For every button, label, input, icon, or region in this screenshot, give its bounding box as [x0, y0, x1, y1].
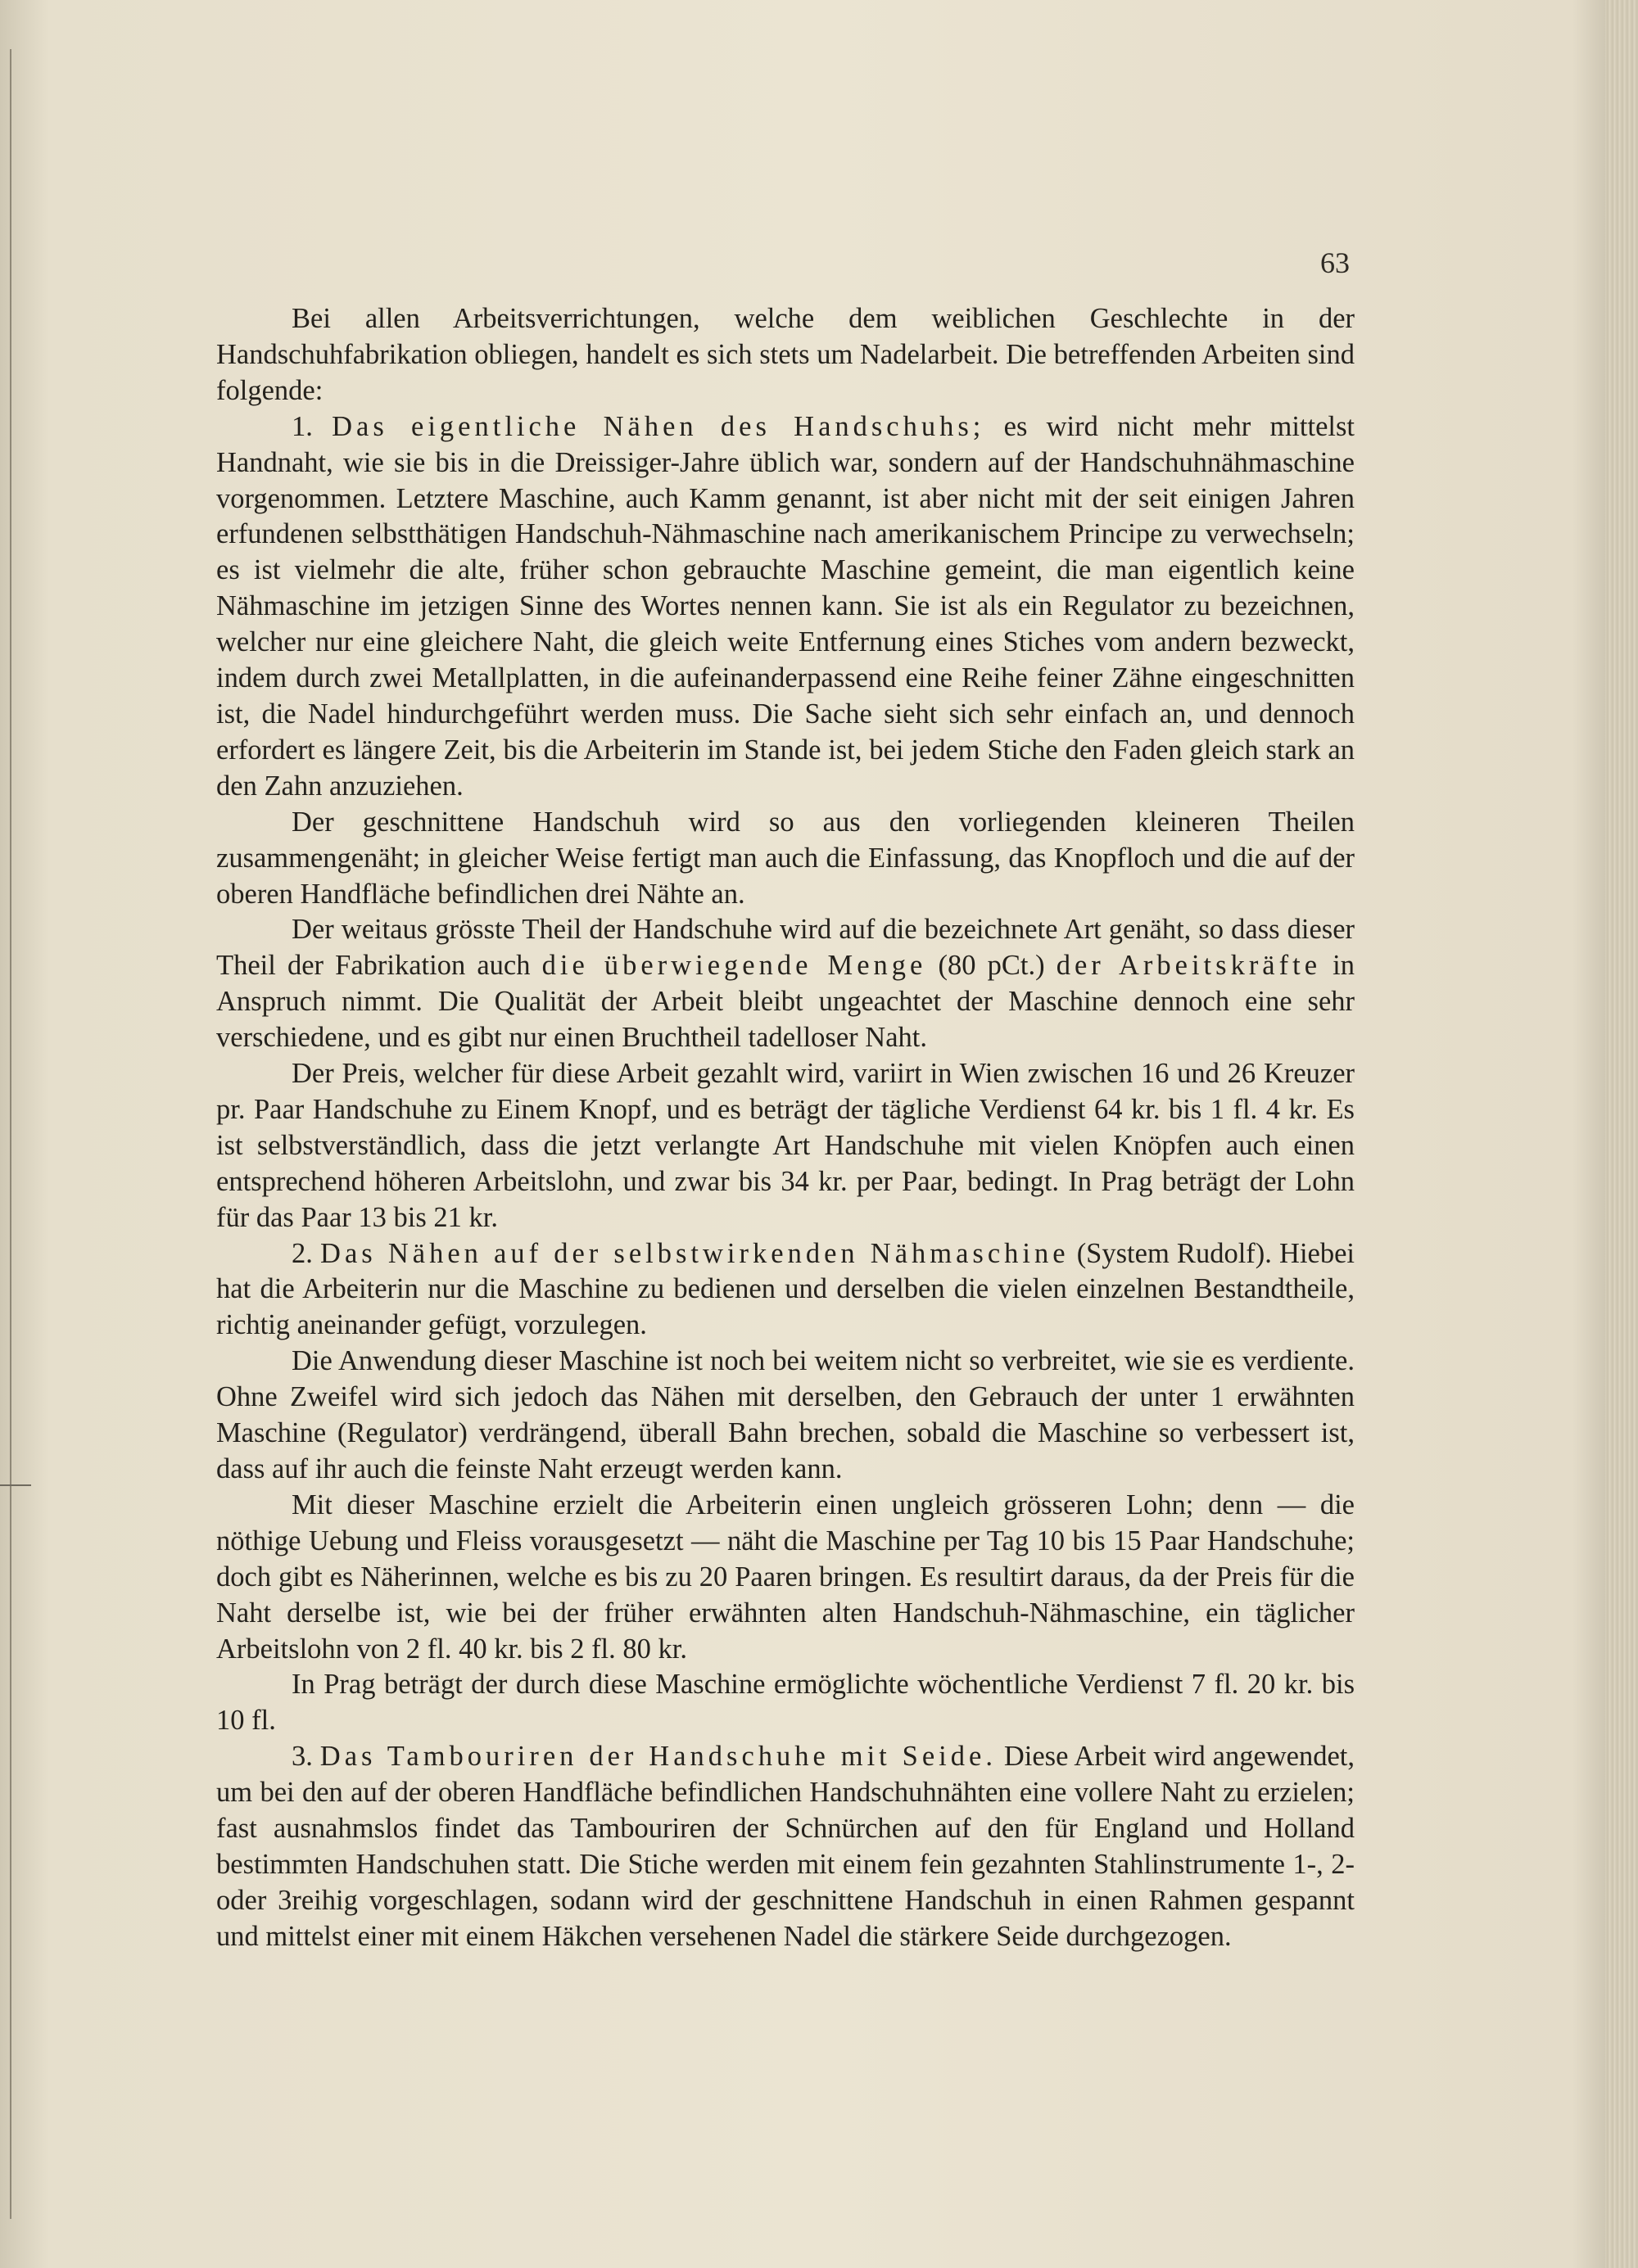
binding-shadow-line: [10, 49, 11, 2219]
emphasized-phrase: die überwiegende Menge: [541, 950, 927, 982]
book-page-edges: [1605, 0, 1638, 2268]
gutter-tick-mark: [0, 1484, 31, 1486]
paragraph-item-3: 3. Das Tambouriren der Handschuhe mit Seide. Diese Arbeit wird angewendet, um bei den auf der oberen Handfläche befindlichen Handschuhnähten eine vollere Naht zu erzielen; fast ausnahmslos findet das Tambouriren der Schnürchen auf den für England und Holland bestimmten Handschuhen statt. Die Stiche werden mit einem fein gezahnten Stahlinstrumente 1-, 2- oder 3reihig vorgeschlagen, sodann wird der geschnittene Handschuh in einen Rahmen gespannt und mittelst einer mit einem Häkchen versehenen Nadel die stärkere Seide durchgezogen.: [216, 1741, 1355, 1952]
paragraph: Der Preis, welcher für diese Arbeit gezahlt wird, variirt in Wien zwischen 16 und 26 Kreuzer pr. Paar Handschuhe zu Einem Knopf, und es beträgt der tägliche Verdienst 64 kr. bis 1 fl. 4 kr. Es ist selbstverständlich, dass die jetzt verlangte Art Handschuhe mit vielen Knöpfen auch einen entsprechend höheren Arbeitslohn, und zwar bis 34 kr. per Paar, bedingt. In Prag beträgt der Lohn für das Paar 13 bis 21 kr.: [216, 1058, 1355, 1233]
paragraph-item-1: 1. Das eigentliche Nähen des Handschuhs; es wird nicht mehr mittelst Handnaht, wie sie bis in die Dreissiger-Jahre üblich war, sondern auf der Handschuhnähmaschine vorgenommen. Letztere Maschine, auch Kamm genannt, ist aber nicht mit der seit einigen Jahren erfundenen selbstthätigen Handschuh-Nähmaschine nach amerikanischem Principe zu verwechseln; es ist vielmehr die alte, früher schon gebrauchte Maschine gemeint, die man eigentlich keine Nähmaschine im jetzigen Sinne des Wortes nennen kann. Sie ist als ein Regulator zu bezeichnen, welcher nur eine gleichere Naht, die gleich weite Entfernung eines Stiches vom andern bezweckt, indem durch zwei Metallplatten, in die aufeinanderpassend eine Reihe feiner Zähne eingeschnitten ist, die Nadel hindurchgeführt werden muss. Die Sache sieht sich sehr einfach an, und dennoch erfordert es längere Zeit, bis die Arbeiterin im Stande ist, bei jedem Stiche den Faden gleich stark an den Zahn anzuziehen.: [216, 410, 1355, 802]
paragraph: Die Anwendung dieser Maschine ist noch bei weitem nicht so verbreitet, wie sie es verdiente. Ohne Zweifel wird sich jedoch das Nähen mit derselben, den Gebrauch der unter 1 erwähnten Maschine (Regulator) verdrängend, überall Bahn brechen, sobald die Maschine so verbessert ist, dass auf ihr auch die feinste Naht erzeugt werden kann.: [216, 1345, 1355, 1484]
body-text: [216, 301, 1355, 1955]
paragraph-item-2: 2. Das Nähen auf der selbstwirkenden Nähmaschine (System Rudolf). Hiebei hat die Arbeiterin nur die Maschine zu bedienen und derselben die vielen einzelnen Bestandtheile, richtig aneinander gefügt, vorzulegen.: [216, 1237, 1355, 1341]
emphasized-heading: Das Tambouriren der Handschuhe mit Seide.: [319, 1741, 997, 1773]
paragraph: In Prag beträgt der durch diese Maschine ermöglichte wöchentliche Verdienst 7 fl. 20 kr. bis 10 fl.: [216, 1669, 1355, 1737]
paragraph-intro: Bei allen Arbeitsverrichtungen, welche dem weiblichen Geschlechte in der Handschuhfabrikation obliegen, handelt es sich stets um Nadelarbeit. Die betreffenden Arbeiten sind folgende:: [216, 303, 1355, 406]
emphasized-heading: Das Nähen auf der selbstwirkenden Nähmaschine: [320, 1237, 1070, 1269]
emphasized-phrase: der Arbeitskräfte: [1056, 950, 1322, 982]
paragraph: Der geschnittene Handschuh wird so aus den vorliegenden kleineren Theilen zusammengenäht; in gleicher Weise fertigt man auch die Einfassung, das Knopfloch und die auf der oberen Handfläche befindlichen drei Nähte an.: [216, 806, 1355, 910]
paragraph: Mit dieser Maschine erzielt die Arbeiterin einen ungleich grösseren Lohn; denn — die nöthige Uebung und Fleiss vorausgesetzt — näht die Maschine per Tag 10 bis 15 Paar Handschuhe; doch gibt es Näherinnen, welche es bis zu 20 Paaren bringen. Es resultirt daraus, da der Preis für die Naht derselbe ist, wie bei der früher erwähnten alten Handschuh-Nähmaschine, ein täglicher Arbeitslohn von 2 fl. 40 kr. bis 2 fl. 80 kr.: [216, 1489, 1355, 1665]
page-number: 63: [1320, 246, 1350, 279]
paragraph: Der weitaus grösste Theil der Handschuhe wird auf die bezeichnete Art genäht, so dass dieser Theil der Fabrikation auch die überwiegende Menge (80 pCt.) der Arbeitskräfte in Anspruch nimmt. Die Qualität der Arbeit bleibt ungeachtet der Maschine dennoch eine sehr verschiedene, und es gibt nur einen Bruchtheil tadelloser Naht.: [216, 914, 1355, 1054]
emphasized-heading: Das eigentliche Nähen des Handschuhs;: [332, 410, 985, 442]
